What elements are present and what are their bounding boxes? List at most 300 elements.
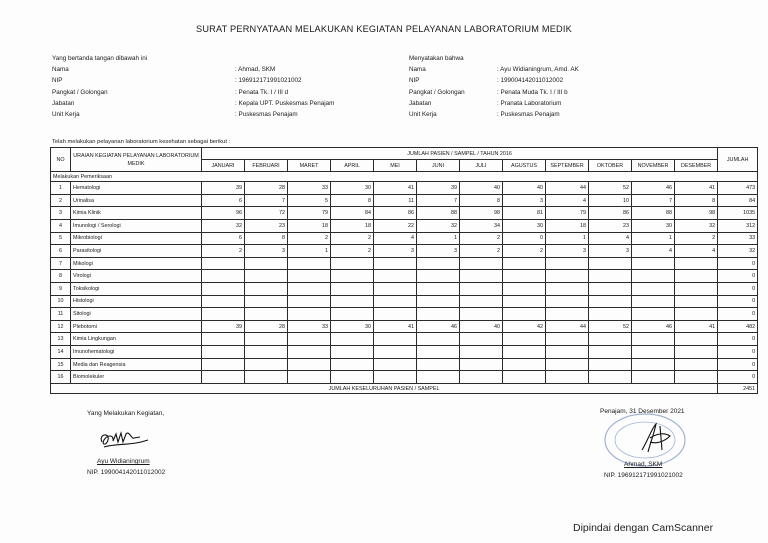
row-month-value	[245, 270, 288, 283]
signer-info-label: NIP	[52, 77, 63, 85]
row-month-value	[675, 371, 718, 384]
row-month-value: 96	[202, 207, 245, 220]
row-month-value	[632, 295, 675, 308]
row-activity: Sitologi	[71, 308, 202, 321]
signer-info-label: Unit Kerja	[52, 111, 80, 118]
month-header: FEBRUARI	[245, 160, 288, 172]
row-month-value	[245, 371, 288, 384]
signer-info-row	[52, 109, 334, 120]
row-month-value	[632, 257, 675, 270]
row-month-value	[417, 270, 460, 283]
signer-info-value: : 196912171991021002	[235, 77, 302, 85]
subject-info-row	[409, 87, 579, 98]
signature-right-name: Ahmad, SKM	[624, 461, 663, 468]
subject-info-value: : Pranata Laboratorium	[497, 99, 562, 107]
row-month-value: 2	[460, 245, 503, 258]
row-activity: Biomolekuler	[71, 371, 202, 384]
row-month-value: 81	[503, 207, 546, 220]
row-month-value: 34	[460, 220, 503, 233]
row-month-value: 98	[460, 207, 503, 220]
row-number: 15	[51, 358, 71, 371]
row-month-value	[245, 346, 288, 359]
signer-heading: Yang bertanda tangan dibawah ini	[52, 55, 148, 62]
row-month-value	[288, 358, 331, 371]
signature-left-heading: Yang Melakukan Kegiatan,	[87, 410, 165, 417]
row-month-value	[546, 295, 589, 308]
row-month-value	[288, 257, 331, 270]
row-month-value	[632, 270, 675, 283]
row-month-value: 42	[503, 320, 546, 333]
row-month-value	[546, 308, 589, 321]
row-month-value	[675, 295, 718, 308]
row-month-value: 2	[288, 232, 331, 245]
row-month-value	[331, 270, 374, 283]
row-activity: Kimia Lingkungan	[71, 333, 202, 346]
row-month-value: 7	[632, 194, 675, 207]
table-row	[51, 295, 758, 308]
document-title: SURAT PERNYATAAN MELAKUKAN KEGIATAN PELAYANAN LABORATORIUM MEDIK	[196, 24, 572, 34]
month-header: JULI	[460, 160, 503, 172]
row-month-value: 2	[202, 245, 245, 258]
row-month-value	[245, 257, 288, 270]
row-month-value: 41	[675, 320, 718, 333]
header-total: JUMLAH	[718, 148, 758, 172]
row-number: 8	[51, 270, 71, 283]
row-month-value: 52	[589, 182, 632, 195]
subject-info-label: Jabatan	[409, 99, 432, 107]
row-month-value	[417, 308, 460, 321]
row-month-value	[546, 283, 589, 296]
row-month-value: 40	[503, 182, 546, 195]
row-total: 482	[718, 320, 758, 333]
row-number: 5	[51, 232, 71, 245]
row-month-value	[374, 270, 417, 283]
row-month-value: 22	[374, 220, 417, 233]
row-month-value	[589, 283, 632, 296]
row-month-value	[331, 346, 374, 359]
row-month-value: 4	[675, 245, 718, 258]
row-month-value	[675, 346, 718, 359]
row-total: 33	[718, 232, 758, 245]
row-month-value	[331, 358, 374, 371]
row-month-value: 8	[245, 232, 288, 245]
row-month-value: 79	[546, 207, 589, 220]
row-month-value	[417, 257, 460, 270]
row-month-value: 2	[503, 245, 546, 258]
row-month-value	[546, 346, 589, 359]
row-month-value	[288, 295, 331, 308]
row-activity: Toksikologi	[71, 283, 202, 296]
row-month-value: 39	[202, 320, 245, 333]
row-month-value	[460, 283, 503, 296]
row-month-value	[460, 257, 503, 270]
table-row	[51, 308, 758, 321]
row-month-value	[202, 283, 245, 296]
row-month-value	[331, 257, 374, 270]
month-header: SEPTEMBER	[546, 160, 589, 172]
row-month-value	[331, 371, 374, 384]
row-month-value: 23	[245, 220, 288, 233]
row-activity: Plebotomi	[71, 320, 202, 333]
row-activity: Hematologi	[71, 182, 202, 195]
row-month-value: 3	[245, 245, 288, 258]
row-month-value	[374, 295, 417, 308]
month-header: DESEMBER	[675, 160, 718, 172]
row-month-value: 79	[288, 207, 331, 220]
row-month-value	[546, 333, 589, 346]
row-month-value: 30	[503, 220, 546, 233]
row-month-value: 41	[374, 182, 417, 195]
row-month-value	[202, 295, 245, 308]
service-table	[50, 147, 758, 394]
row-month-value	[675, 358, 718, 371]
row-month-value: 18	[546, 220, 589, 233]
grand-total-label: JUMLAH KESELURUHAN PASIEN / SAMPEL	[51, 384, 718, 394]
signer-info-value: : Ahmad, SKM	[235, 66, 276, 74]
subject-info-row	[409, 75, 579, 86]
row-month-value	[503, 358, 546, 371]
month-header: JANUARI	[202, 160, 245, 172]
row-month-value: 28	[245, 320, 288, 333]
row-month-value	[202, 308, 245, 321]
row-month-value	[374, 358, 417, 371]
row-month-value	[632, 346, 675, 359]
row-month-value: 6	[202, 232, 245, 245]
row-month-value: 84	[331, 207, 374, 220]
row-month-value	[245, 333, 288, 346]
row-month-value	[589, 295, 632, 308]
table-row	[51, 270, 758, 283]
row-month-value: 86	[374, 207, 417, 220]
row-month-value	[460, 308, 503, 321]
table-row	[51, 232, 758, 245]
row-total: 0	[718, 346, 758, 359]
row-month-value: 52	[589, 320, 632, 333]
row-month-value	[374, 257, 417, 270]
row-total: 0	[718, 283, 758, 296]
table-row	[51, 320, 758, 333]
section-row	[51, 172, 758, 182]
signature-left-nip: NIP. 199004142011012002	[87, 469, 166, 476]
row-month-value: 88	[417, 207, 460, 220]
row-month-value: 44	[546, 320, 589, 333]
row-month-value: 30	[331, 182, 374, 195]
row-activity: Histologi	[71, 295, 202, 308]
row-month-value	[632, 308, 675, 321]
month-header: APRIL	[331, 160, 374, 172]
row-month-value	[675, 257, 718, 270]
subject-info-row	[409, 109, 579, 120]
row-month-value	[417, 283, 460, 296]
month-header: AGUSTUS	[503, 160, 546, 172]
row-month-value	[331, 295, 374, 308]
row-month-value: 46	[632, 320, 675, 333]
signature-left	[87, 410, 164, 417]
signer-info-label: Nama	[52, 66, 69, 74]
row-month-value	[331, 308, 374, 321]
row-month-value	[632, 371, 675, 384]
row-activity: Mikologi	[71, 257, 202, 270]
row-total: 0	[718, 358, 758, 371]
row-total: 32	[718, 245, 758, 258]
row-month-value	[245, 283, 288, 296]
row-month-value	[374, 371, 417, 384]
row-month-value: 23	[589, 220, 632, 233]
row-month-value: 7	[417, 194, 460, 207]
row-month-value	[589, 358, 632, 371]
row-month-value: 30	[331, 320, 374, 333]
row-month-value	[503, 346, 546, 359]
row-month-value: 3	[503, 194, 546, 207]
row-month-value	[675, 270, 718, 283]
row-month-value	[288, 308, 331, 321]
signer-info-label: Jabatan	[52, 99, 75, 107]
row-total: 0	[718, 308, 758, 321]
signature-right-nip: NIP. 196912171991021002	[604, 472, 683, 479]
row-month-value: 44	[546, 182, 589, 195]
row-month-value: 5	[288, 194, 331, 207]
row-activity: Mikrobiologi	[71, 232, 202, 245]
row-total: 84	[718, 194, 758, 207]
row-total: 473	[718, 182, 758, 195]
row-month-value: 30	[632, 220, 675, 233]
row-month-value: 3	[374, 245, 417, 258]
row-month-value	[503, 371, 546, 384]
row-month-value	[503, 257, 546, 270]
row-month-value	[460, 358, 503, 371]
row-month-value: 46	[417, 320, 460, 333]
row-activity: Virologi	[71, 270, 202, 283]
row-month-value	[288, 270, 331, 283]
row-number: 14	[51, 346, 71, 359]
row-month-value	[331, 283, 374, 296]
row-month-value	[288, 283, 331, 296]
row-month-value: 41	[675, 182, 718, 195]
signer-info-value: : Puskesmas Penajam	[235, 111, 298, 118]
total-row	[51, 384, 758, 394]
row-month-value: 39	[417, 182, 460, 195]
table-row	[51, 346, 758, 359]
row-month-value	[374, 346, 417, 359]
table-row	[51, 283, 758, 296]
signer-info-value: : Kepala UPT. Puskesmas Penajam	[235, 99, 335, 107]
row-month-value	[202, 371, 245, 384]
signer-info-value: : Penata Tk. I / III d	[235, 88, 289, 96]
row-month-value: 32	[202, 220, 245, 233]
row-month-value	[417, 333, 460, 346]
row-activity: Imunologi / Serologi	[71, 220, 202, 233]
row-activity: Kimia Klinik	[71, 207, 202, 220]
signer-info-row	[52, 87, 334, 98]
row-number: 16	[51, 371, 71, 384]
table-row	[51, 371, 758, 384]
row-number: 9	[51, 283, 71, 296]
row-month-value	[288, 333, 331, 346]
row-month-value: 40	[460, 320, 503, 333]
row-month-value: 18	[331, 220, 374, 233]
row-month-value	[245, 358, 288, 371]
row-month-value: 3	[546, 245, 589, 258]
row-number: 2	[51, 194, 71, 207]
row-activity: Imunohematologi	[71, 346, 202, 359]
grand-total-value: 2451	[718, 384, 758, 394]
row-month-value: 6	[202, 194, 245, 207]
row-month-value	[503, 333, 546, 346]
row-month-value	[202, 358, 245, 371]
signer-info-row	[52, 75, 334, 86]
signature-left-name: Ayu Widianingrum	[97, 458, 150, 465]
row-month-value	[503, 283, 546, 296]
row-total: 1035	[718, 207, 758, 220]
row-number: 11	[51, 308, 71, 321]
row-month-value	[546, 270, 589, 283]
month-header: MARET	[288, 160, 331, 172]
row-month-value	[546, 257, 589, 270]
table-row	[51, 220, 758, 233]
subject-info-label: Pangkat / Golongan	[409, 88, 465, 96]
row-month-value: 8	[331, 194, 374, 207]
row-month-value	[288, 371, 331, 384]
month-header: JUNI	[417, 160, 460, 172]
row-activity: Media dan Reagensia	[71, 358, 202, 371]
row-month-value	[589, 333, 632, 346]
row-month-value	[632, 333, 675, 346]
subject-info-value: : Puskesmas Penajam	[497, 111, 560, 118]
handwritten-signature-left	[96, 428, 156, 450]
row-month-value: 10	[589, 194, 632, 207]
row-month-value: 8	[460, 194, 503, 207]
signer-info-row	[52, 98, 334, 109]
row-month-value: 1	[288, 245, 331, 258]
row-month-value: 33	[288, 182, 331, 195]
subject-info-row	[409, 98, 579, 109]
row-month-value	[546, 358, 589, 371]
statement-note: Telah melakukan pelayanan laboratorium kesehatan sebagai berikut :	[52, 139, 231, 145]
row-month-value: 4	[546, 194, 589, 207]
row-month-value: 86	[589, 207, 632, 220]
row-number: 13	[51, 333, 71, 346]
handwritten-signature-right	[636, 420, 676, 456]
subject-info-value: : Ayu Widianingrum, Amd. AK	[497, 66, 579, 74]
row-month-value	[202, 346, 245, 359]
row-number: 7	[51, 257, 71, 270]
header-no: NO	[51, 148, 71, 172]
row-month-value: 32	[417, 220, 460, 233]
row-month-value: 2	[331, 232, 374, 245]
signature-right-date: Penajam, 31 Desember 2021	[600, 408, 685, 415]
table-row	[51, 358, 758, 371]
row-month-value: 7	[245, 194, 288, 207]
subject-heading: Menyatakan bahwa	[409, 55, 464, 62]
month-header: OKTOBER	[589, 160, 632, 172]
signer-info	[52, 53, 334, 120]
row-month-value: 98	[675, 207, 718, 220]
signer-info-label: Pangkat / Golongan	[52, 88, 108, 96]
table-row	[51, 207, 758, 220]
row-month-value	[589, 257, 632, 270]
subject-info-value: : Penata Muda Tk. I / III b	[497, 88, 568, 96]
table-row	[51, 257, 758, 270]
row-month-value	[374, 283, 417, 296]
row-activity: Urinalisa	[71, 194, 202, 207]
subject-info	[409, 53, 579, 120]
row-month-value	[503, 295, 546, 308]
subject-info-label: Nama	[409, 66, 426, 74]
row-month-value	[331, 333, 374, 346]
row-month-value	[460, 333, 503, 346]
header-patient-count: JUMLAH PASIEN / SAMPEL / TAHUN 2016	[202, 148, 718, 160]
row-month-value	[503, 270, 546, 283]
row-month-value	[589, 346, 632, 359]
month-header: NOVEMBER	[632, 160, 675, 172]
row-month-value	[460, 295, 503, 308]
row-month-value	[202, 257, 245, 270]
row-total: 0	[718, 257, 758, 270]
row-month-value: 11	[374, 194, 417, 207]
row-month-value: 41	[374, 320, 417, 333]
section-label: Melakukan Pemeriksaan	[51, 172, 758, 182]
row-month-value	[417, 371, 460, 384]
subject-info-label: Unit Kerja	[409, 111, 437, 118]
signer-info-row	[52, 64, 334, 75]
row-month-value	[503, 308, 546, 321]
row-month-value: 32	[675, 220, 718, 233]
subject-info-label: NIP	[409, 77, 420, 85]
table-row	[51, 333, 758, 346]
table-row	[51, 245, 758, 258]
row-month-value	[460, 346, 503, 359]
row-month-value	[589, 270, 632, 283]
row-month-value	[546, 371, 589, 384]
row-month-value	[460, 371, 503, 384]
row-month-value	[675, 283, 718, 296]
row-month-value	[245, 308, 288, 321]
row-month-value: 0	[503, 232, 546, 245]
month-header: MEI	[374, 160, 417, 172]
row-month-value	[460, 270, 503, 283]
row-total: 312	[718, 220, 758, 233]
subject-info-value: : 199004142011012002	[497, 77, 564, 85]
row-number: 10	[51, 295, 71, 308]
header-activity: URAIAN KEGIATAN PELAYANAN LABORATORIUM MEDIK	[71, 148, 202, 172]
row-activity: Parasitologi	[71, 245, 202, 258]
row-month-value	[202, 270, 245, 283]
row-month-value: 1	[417, 232, 460, 245]
row-month-value: 4	[632, 245, 675, 258]
row-month-value: 18	[288, 220, 331, 233]
scanner-watermark: Dipindai dengan CamScanner	[573, 522, 714, 534]
row-month-value: 2	[675, 232, 718, 245]
row-month-value	[245, 295, 288, 308]
row-month-value: 39	[202, 182, 245, 195]
row-month-value	[675, 333, 718, 346]
row-month-value	[288, 346, 331, 359]
row-month-value: 28	[245, 182, 288, 195]
row-total: 0	[718, 295, 758, 308]
row-total: 0	[718, 333, 758, 346]
row-total: 0	[718, 270, 758, 283]
table-row	[51, 182, 758, 195]
row-month-value: 2	[331, 245, 374, 258]
row-month-value: 4	[374, 232, 417, 245]
row-month-value	[417, 358, 460, 371]
row-month-value	[374, 308, 417, 321]
table-row	[51, 194, 758, 207]
row-month-value	[417, 295, 460, 308]
row-number: 1	[51, 182, 71, 195]
row-month-value	[417, 346, 460, 359]
row-month-value: 3	[589, 245, 632, 258]
